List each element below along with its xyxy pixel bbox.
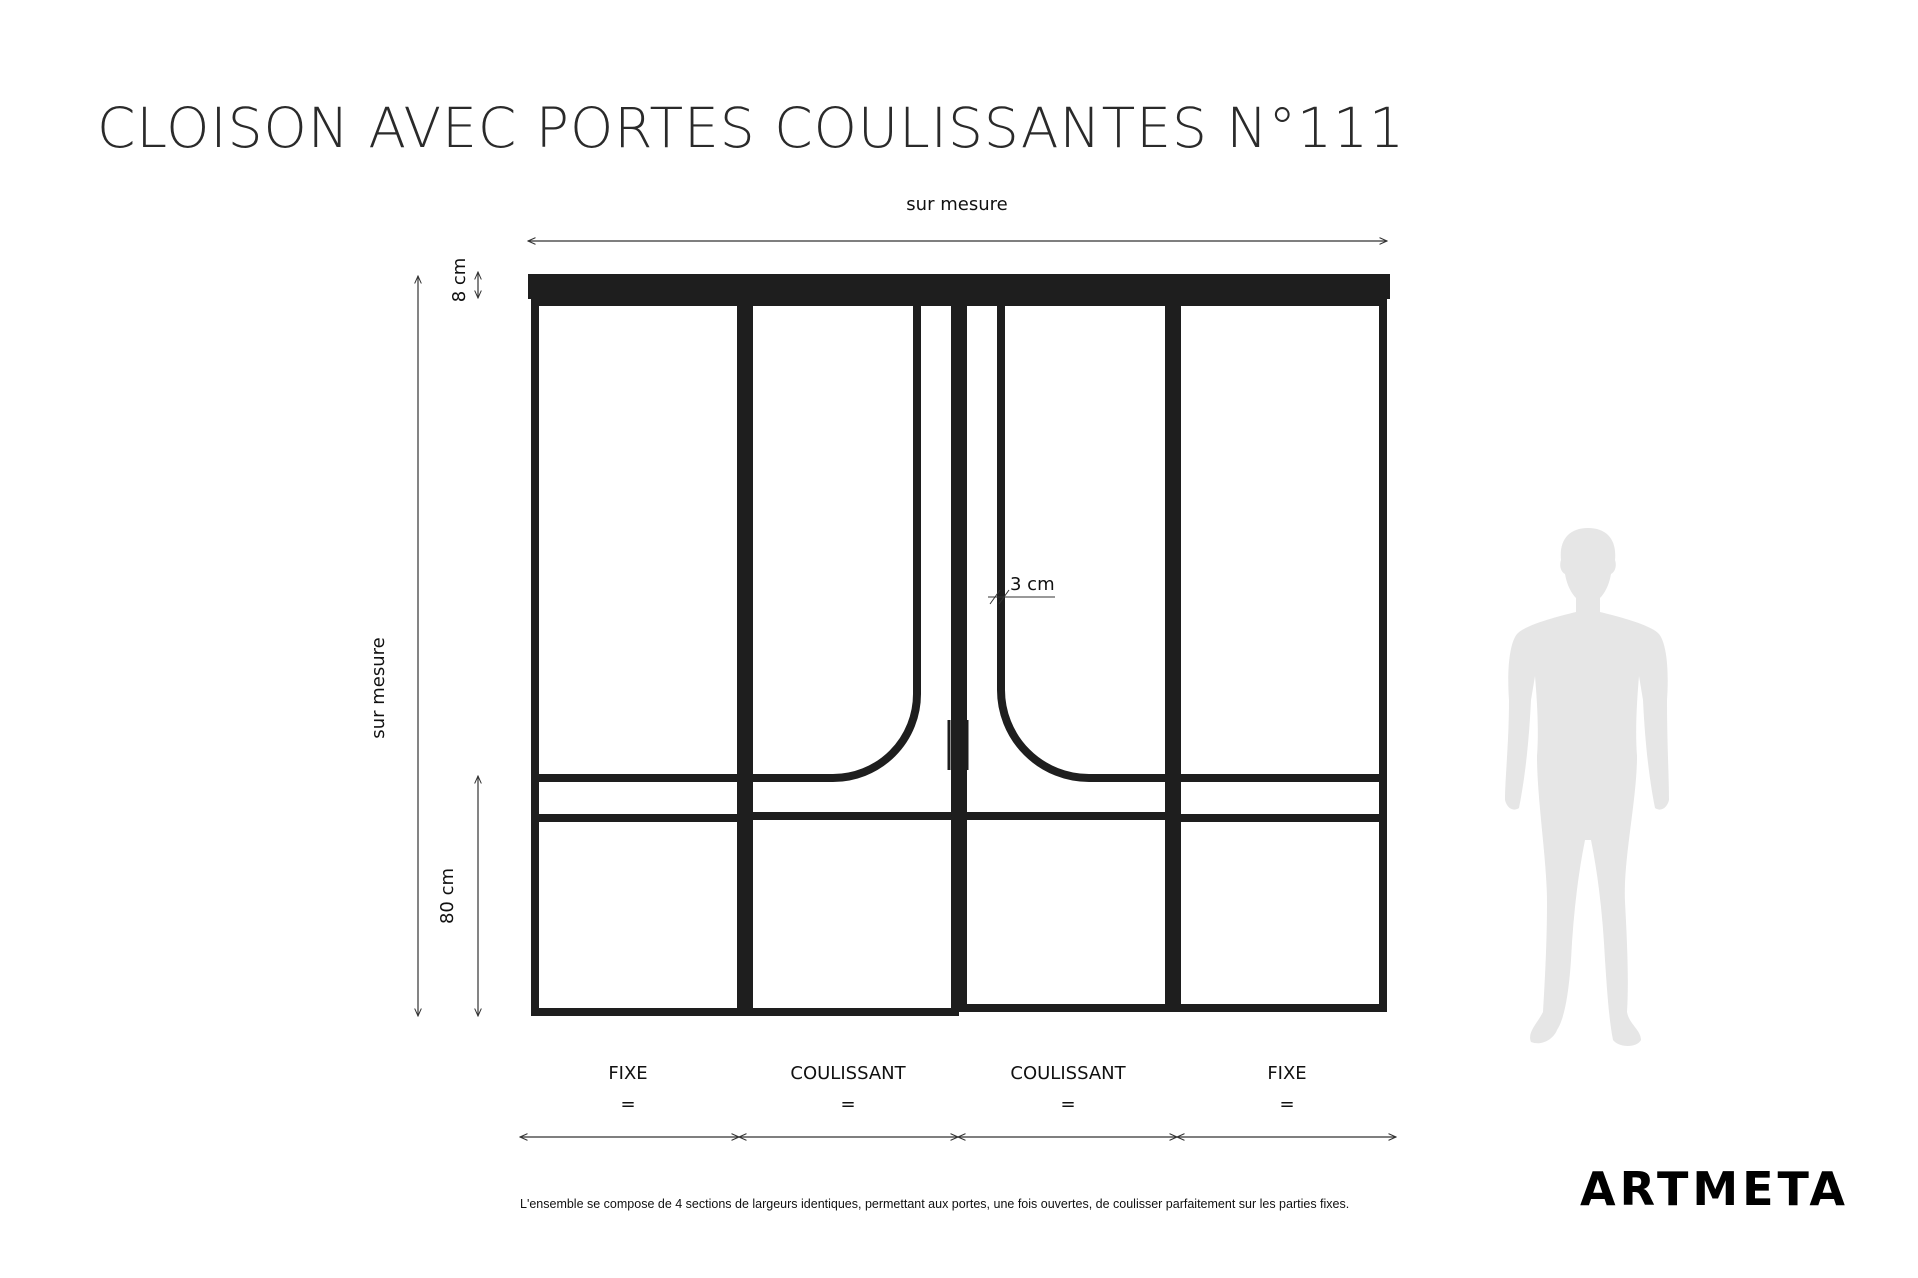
profile-width-label: 3 cm: [1010, 574, 1055, 595]
rail-height-label: 8 cm: [449, 257, 470, 303]
section-width-equal-4: =: [1279, 1094, 1295, 1115]
page-title: CLOISON AVEC PORTES COULISSANTES N°111: [97, 96, 1405, 160]
section-width-equal-2: =: [840, 1094, 856, 1115]
top-rail: [528, 274, 1390, 299]
overall-height-dimension: [368, 276, 418, 1016]
panel-coulissant-left: [749, 302, 955, 1012]
panel-frames: [535, 302, 1383, 1012]
human-silhouette-icon: [1505, 528, 1669, 1046]
section-width-equal-3: =: [1060, 1094, 1076, 1115]
footnote: L'ensemble se compose de 4 sections de largeurs identiques, permettant aux portes, une fois ouvertes, de coulisser parfaitement sur les parties fixes.: [520, 1197, 1350, 1211]
lower-panel-height-dimension: [437, 776, 478, 1016]
brand-logo: ARTMETA: [1580, 1162, 1849, 1216]
panel-coulissant-right: [963, 302, 1169, 1008]
rail-height-dimension: [449, 258, 478, 303]
overall-width-label: sur mesure: [906, 194, 1008, 215]
panel-fixe-left: [535, 302, 741, 1012]
section-labels: [608, 1063, 1306, 1115]
lower-panel-height-label: 80 cm: [437, 867, 458, 925]
section-label-coulissant-left: COULISSANT: [790, 1063, 906, 1084]
section-label-fixe-left: FIXE: [608, 1063, 648, 1084]
section-label-fixe-right: FIXE: [1267, 1063, 1307, 1084]
panel-fixe-right: [1177, 302, 1383, 1008]
overall-height-label: sur mesure: [368, 637, 389, 739]
overall-width-dimension: [528, 194, 1387, 241]
section-label-coulissant-right: COULISSANT: [1010, 1063, 1126, 1084]
section-width-equal-1: =: [620, 1094, 636, 1115]
